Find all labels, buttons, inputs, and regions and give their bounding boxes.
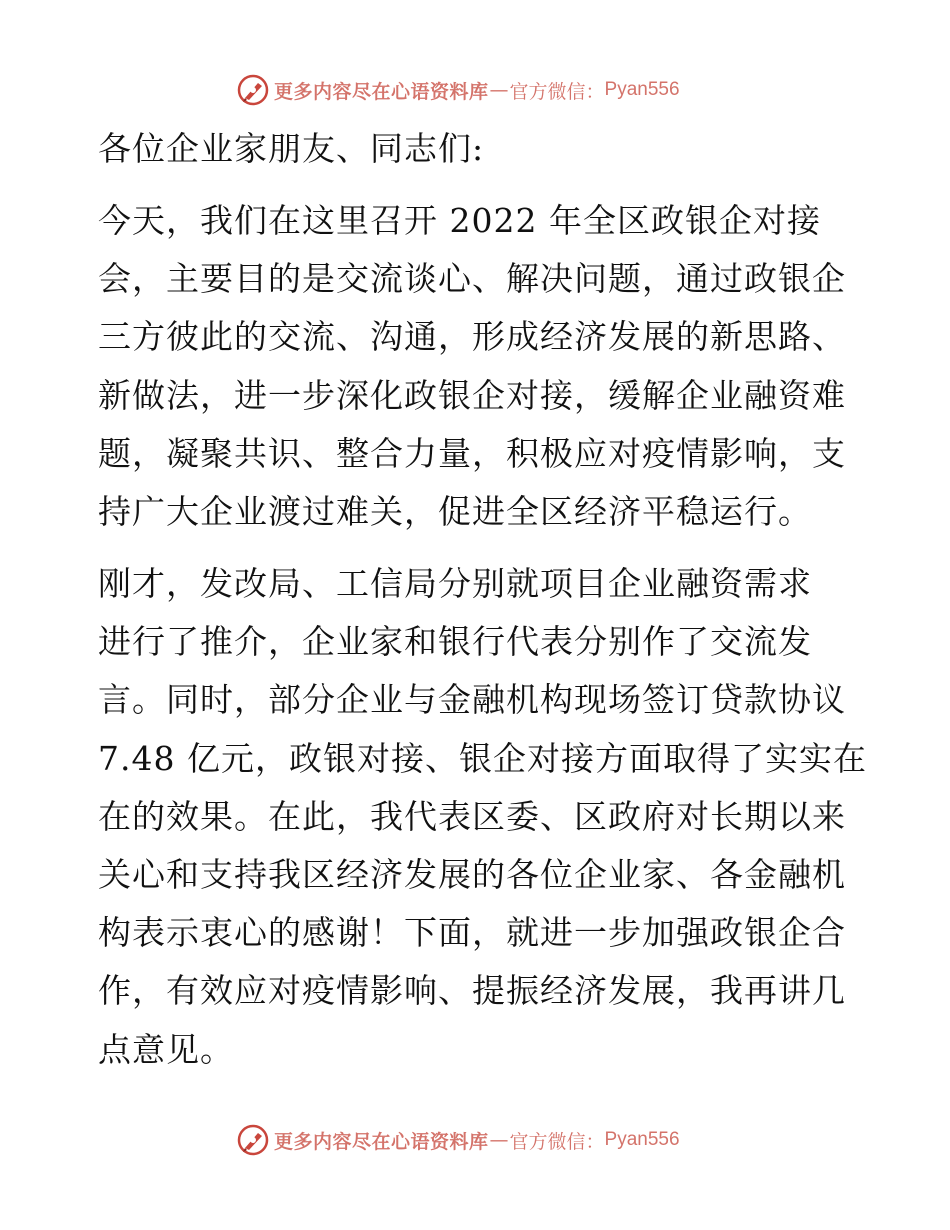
- watermark-separator: —: [489, 79, 509, 101]
- watermark-wechat-id: Pyan556: [604, 79, 680, 100]
- red-pen-logo-icon: [236, 73, 270, 107]
- text-line: 题，凝聚共识、整合力量，积极应对疫情影响，支: [98, 433, 846, 473]
- text-line: 在的效果。在此，我代表区委、区政府对长期以来: [98, 796, 846, 836]
- greeting-line: 各位企业家朋友、同志们:: [98, 129, 485, 168]
- watermark-text: 更多内容尽在心语资料库: [274, 1130, 489, 1153]
- watermark-text: 更多内容尽在心语资料库: [274, 80, 489, 103]
- watermark-separator: —: [489, 1129, 509, 1151]
- text-line: 构表示衷心的感谢！下面，就进一步加强政银企合: [98, 913, 846, 953]
- footer-watermark: [236, 1122, 756, 1158]
- text-line: 今天，我们在这里召开 2022 年全区政银企对接: [98, 201, 821, 240]
- greeting: [98, 120, 858, 178]
- watermark-wechat-label: 官方微信：: [509, 1130, 605, 1153]
- text-line: 作，有效应对疫情影响、提振经济发展，我再讲几: [98, 971, 846, 1011]
- red-pen-logo-icon: [236, 1123, 270, 1157]
- text-line: 三方彼此的交流、沟通，形成经济发展的新思路、: [98, 317, 846, 357]
- watermark-wechat-id: Pyan556: [604, 1129, 680, 1150]
- text-line: 新做法，进一步深化政银企对接，缓解企业融资难: [98, 375, 846, 415]
- watermark-wechat-label: 官方微信：: [509, 80, 605, 103]
- text-line: 点意见。: [98, 1029, 234, 1069]
- text-line: 进行了推介，企业家和银行代表分别作了交流发: [98, 622, 812, 662]
- text-line: 言。同时，部分企业与金融机构现场签订贷款协议: [98, 680, 846, 720]
- text-line: 关心和支持我区经济发展的各位企业家、各金融机: [98, 855, 846, 895]
- text-line: 会，主要目的是交流谈心、解决问题，通过政银企: [98, 259, 846, 299]
- paragraph-2: [98, 555, 867, 1079]
- text-line: 7.48 亿元，政银对接、银企对接方面取得了实实在: [98, 738, 867, 778]
- paragraph-1: [98, 192, 858, 541]
- header-watermark: [236, 72, 756, 108]
- text-line: 持广大企业渡过难关，促进全区经济平稳运行。: [98, 492, 812, 532]
- text-line: 刚才，发改局、工信局分别就项目企业融资需求: [98, 564, 812, 603]
